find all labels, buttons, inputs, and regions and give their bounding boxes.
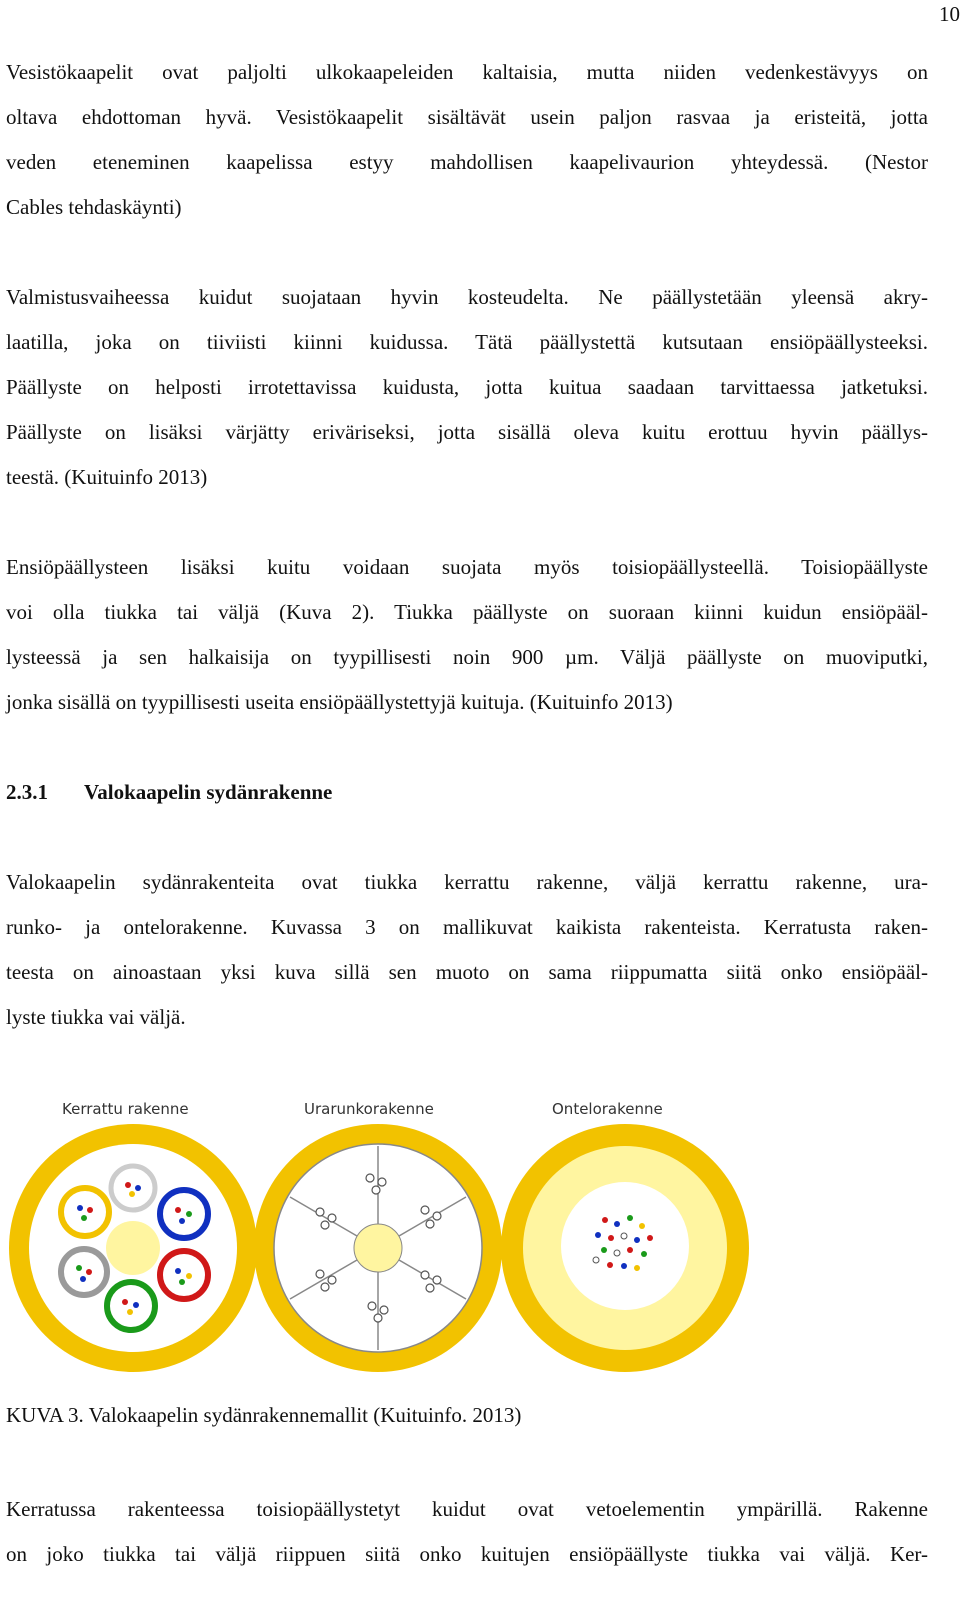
slotted-core-cable-cross-section: [254, 1124, 502, 1372]
paragraph-3-line-3: lysteessä ja sen halkaisija on tyypillisesti noin 900 µm. Väljä päällyste on muoviputki,: [6, 645, 928, 669]
section-heading: [6, 780, 332, 804]
paragraph-3-line-1: Ensiöpäällysteen lisäksi kuitu voidaan suojata myös toisiopäällysteellä. Toisiopäällyste: [6, 555, 928, 579]
paragraph-2-line-1: Valmistusvaiheessa kuidut suojataan hyvin kosteudelta. Ne päällystetään yleensä akry-: [6, 285, 928, 309]
paragraph-2-line-4: Päällyste on lisäksi värjätty eriväriseksi, jotta sisällä oleva kuitu erottuu hyvin päällys-: [6, 420, 928, 444]
paragraph-1-line-4: Cables tehdaskäynti): [6, 195, 182, 219]
paragraph-2-line-2: laatilla, joka on tiiviisti kiinni kuidussa. Tätä päällystettä kutsutaan ensiöpäällysteeksi.: [6, 330, 928, 354]
paragraph-1-line-1: Vesistökaapelit ovat paljolti ulkokaapeleiden kaltaisia, mutta niiden vedenkestävyys on: [6, 60, 928, 84]
paragraph-1-line-2: oltava ehdottoman hyvä. Vesistökaapelit sisältävät usein paljon rasvaa ja eristeitä, jotta: [6, 105, 928, 129]
figure-caption: KUVA 3. Valokaapelin sydänrakennemallit (Kuituinfo. 2013): [6, 1403, 522, 1427]
section-number: 2.3.1: [6, 780, 48, 804]
cable-structure-figure: [0, 1090, 960, 1380]
paragraph-5-line-1: Kerratussa rakenteessa toisiopäällystetyt kuidut ovat vetoelementin ympärillä. Rakenne: [6, 1497, 928, 1521]
page-number: 10: [939, 2, 960, 26]
paragraph-5-line-2: on joko tiukka tai väljä riippuen siitä onko kuitujen ensiöpäällyste tiukka vai väljä. Ker-: [6, 1542, 928, 1566]
paragraph-4-line-1: Valokaapelin sydänrakenteita ovat tiukka kerrattu rakenne, väljä kerrattu rakenne, ura-: [6, 870, 928, 894]
loose-tube-cable-cross-section: [501, 1124, 749, 1372]
label-urarunko: Urarunkorakenne: [304, 1100, 434, 1118]
paragraph-2-line-5: teestä. (Kuituinfo 2013): [6, 465, 208, 489]
paragraph-3-line-4: jonka sisällä on tyypillisesti useita ensiöpäällystettyjä kuituja. (Kuituinfo 2013): [6, 690, 673, 714]
paragraph-4-line-4: lyste tiukka vai väljä.: [6, 1005, 186, 1029]
label-ontelo: Ontelorakenne: [552, 1100, 663, 1118]
paragraph-1-line-3: veden eteneminen kaapelissa estyy mahdollisen kaapelivaurion yhteydessä. (Nestor: [6, 150, 928, 174]
paragraph-3-line-2: voi olla tiukka tai väljä (Kuva 2). Tiukka päällyste on suoraan kiinni kuidun ensiöpääl-: [6, 600, 928, 624]
section-title: Valokaapelin sydänrakenne: [84, 780, 333, 804]
paragraph-4-line-2: runko- ja ontelorakenne. Kuvassa 3 on mallikuvat kaikista rakenteista. Kerratusta raken-: [6, 915, 928, 939]
label-kerrattu: Kerrattu rakenne: [62, 1100, 189, 1118]
paragraph-4-line-3: teesta on ainoastaan yksi kuva sillä sen muoto on sama riippumatta siitä onko ensiöpääl-: [6, 960, 928, 984]
cable-structure-diagram: [0, 1090, 960, 1380]
paragraph-2-line-3: Päällyste on helposti irrotettavissa kuidusta, jotta kuitua saadaan tarvittaessa jatketuksi.: [6, 375, 928, 399]
stranded-cable-cross-section: [9, 1124, 257, 1372]
